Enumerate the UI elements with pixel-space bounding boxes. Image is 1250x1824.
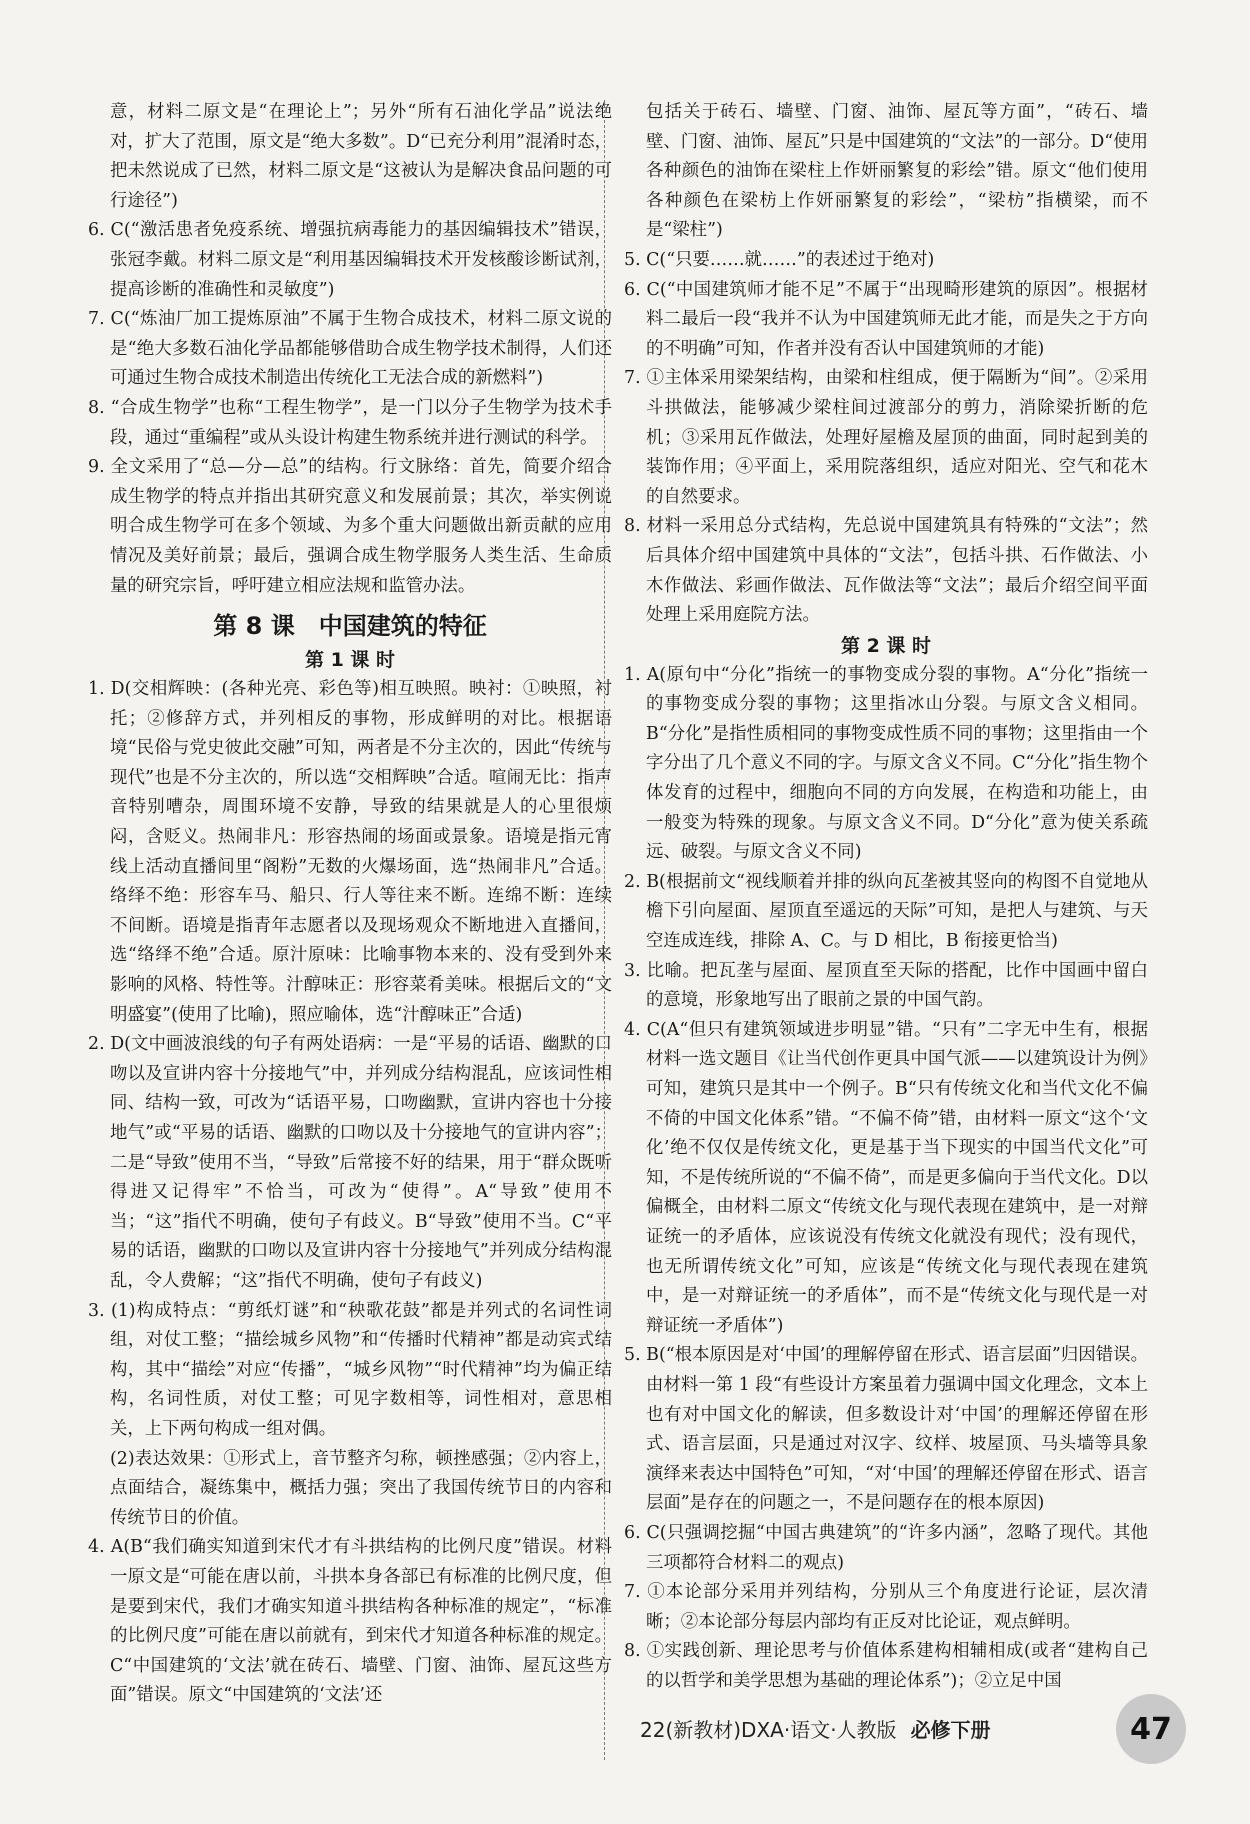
- column-divider: [604, 100, 605, 1760]
- answer-item: 6. C(“激活患者免疫系统、增强抗病毒能力的基因编辑技术”错误，张冠李戴。材料二原文是“利用基因编辑技术开发核酸诊断试剂，提高诊断的准确性和灵敏度”): [88, 220, 612, 300]
- answer-item: 8. ①实践创新、理论思考与价值体系建构相辅相成(或者“建构自己的以哲学和美学思想为基础的理论体系”)；②立足中国: [624, 1641, 1148, 1691]
- period-title: 第 2 课 时: [840, 634, 932, 657]
- answer-item: 5. C(“只要……就……”的表述过于绝对): [624, 249, 935, 270]
- answer-item: 1. A(原句中“分化”指统一的事物变成分裂的事物。A“分化”指统一的事物变成分裂的事物；这里指冰山分裂。与原文含义相同。B“分化”是指性质相同的事物变成性质不同的事物；这里指由一个字分出了几个意义不同的字。与原文含义不同。C“分化”指生物个体发育的过程中，细胞向不同的方向发展，在构造和功能上，由一般变为特殊的现象。与原文含义不同。D“分化”意为使关系疏远、破裂。与原文含义不同): [624, 664, 1148, 863]
- continued-answer: (2)表达效果：①形式上，音节整齐匀称，顿挫感强；②内容上，点面结合，凝练集中，概括力强；突出了我国传统节日的内容和传统节日的价值。: [110, 1448, 612, 1528]
- right-column: [624, 98, 1148, 1696]
- lesson-title: 第 8 课 中国建筑的特征: [213, 612, 487, 641]
- answer-item: 1. D(交相辉映：(各种光亮、彩色等)相互映照。映衬：①映照，衬托；②修辞方式，并列相反的事物，形成鲜明的对比。根据语境“民俗与党史彼此交融”可知，两者是不分主次的，因此“传统与现代”也是不分主次的，所以选“交相辉映”合适。喧闹无比：指声音特别嘈杂，周围环境不安静，导致的结果就是人的心里很烦闷，含贬义。热闹非凡：形容热闹的场面或景象。语境是指元宵线上活动直播间里“阁粉”无数的火爆场面，选“热闹非凡”合适。络绎不绝：形容车马、船只、行人等往来不断。连绵不断：连续不间断。语境是指青年志愿者以及现场观众不断地进入直播间，选“络绎不绝”合适。原汁原味：比喻事物本来的、没有受到外来影响的风格、特性等。汁醇味正：形容菜肴美味。根据后文的“文明盛宴”(使用了比喻)，照应喻体，选“汁醇味正”合适): [88, 679, 612, 1025]
- period-title: 第 1 课 时: [304, 649, 396, 672]
- answer-item: 8. 材料一采用总分式结构，先总说中国建筑具有特殊的“文法”；然后具体介绍中国建筑中具体的“文法”，包括斗拱、石作做法、小木作做法、彩画作做法、瓦作做法等“文法”；最后介绍空间平面处理上采用庭院方法。: [624, 516, 1148, 626]
- answer-item: 7. C(“炼油厂加工提炼原油”不属于生物合成技术，材料二原文说的是“绝大多数石油化学品都能够借助合成生物学技术制得，人们还可通过生物合成技术制造出传统化工无法合成的新燃料”): [88, 309, 612, 389]
- answer-item: 6. C(“中国建筑师才能不足”不属于“出现畸形建筑的原因”。根据材料二最后一段“我并不认为中国建筑师无此才能，而是失之于方向的不明确”可知，作者并没有否认中国建筑师的才能): [624, 279, 1148, 359]
- answer-item: 3. (1)构成特点：“剪纸灯谜”和“秧歌花鼓”都是并列式的名词性词组，对仗工整；“描绘城乡风物”和“传播时代精神”都是动宾式结构，其中“描绘”对应“传播”，“城乡风物”“时代精神”均为偏正结构，名词性质，对仗工整；可见字数相等，词性相对，意思相关，上下两句构成一组对偶。: [88, 1300, 612, 1439]
- answer-item: 6. C(只强调挖掘“中国古典建筑”的“许多内涵”，忽略了现代。其他三项都符合材料二的观点): [624, 1522, 1148, 1573]
- answer-item: 2. D(文中画波浪线的句子有两处语病：一是“平易的话语、幽默的口吻以及宣讲内容十分接地气”中，并列成分结构混乱，应该词性相同、结构一致，可改为“话语平易，口吻幽默，宣讲内容也十分接地气”或“平易的话语、幽默的口吻以及十分接地气的宣讲内容”；二是“导致”使用不当，“导致”后常接不好的结果，用于“群众既听得进又记得牢”不恰当，可改为“使得”。A“导致”使用不当；“这”指代不明确，使句子有歧义。B“导致”使用不当。C“平易的话语，幽默的口吻以及宣讲内容十分接地气”并列成分结构混乱，令人费解；“这”指代不明确，使句子有歧义): [88, 1034, 612, 1291]
- answer-item: 2. B(根据前文“视线顺着并排的纵向瓦垄被其竖向的构图不自觉地从檐下引向屋面、屋顶直至遥远的天际”可知，是把人与建筑、与天空连成连线，排除 A、C。与 D 相比，B 衔接更恰当): [624, 871, 1148, 952]
- answer-item: 5. B(“根本原因是对‘中国’的理解停留在形式、语言层面”归因错误。由材料一第 1 段“有些设计方案虽着力强调中国文化理念，文本上也有对中国文化的解读，但多数设计对‘中国’的理解还停留在形式、语言层面，只是通过对汉字、纹样、坡屋顶、马头墙等具象演绎来表达中国特色”可知，“对‘中国’的理解还停留在形式、语言层面”是存在的问题之一，不是问题存在的根本原因): [624, 1345, 1148, 1514]
- answer-item: 9. 全文采用了“总—分—总”的结构。行文脉络：首先，简要介绍合成生物学的特点并指出其研究意义和发展前景；其次，举实例说明合成生物学可在多个领域、为多个重大问题做出新贡献的应用情况及美好前景；最后，强调合成生物学服务人类生活、生命质量的研究宗旨，呼吁建立相应法规和监管办法。: [88, 457, 612, 596]
- answer-item: 4. C(A“但只有建筑领域进步明显”错。“只有”二字无中生有，根据材料一选文题目《让当代创作更具中国气派——以建筑设计为例》可知，建筑只是其中一个例子。B“只有传统文化和当代文化不偏不倚的中国文化体系”错。“不偏不倚”错，由材料一原文“这个‘文化’绝不仅仅是传统文化，更是基于当下现实的中国当代文化”可知，不是传统所说的“不偏不倚”，而是更多偏向于当代文化。D以偏概全，由材料二原文“传统文化与现代表现在建筑中，是一对辩证统一的矛盾体，应该说没有传统文化就没有现代；没有现代，也无所谓传统文化”可知，应该是“传统文化与现代表现在建筑中，是一对辩证统一的矛盾体”，而不是“传统文化与现代是一对辩证统一矛盾体”): [624, 1019, 1148, 1336]
- page-number-badge: [1116, 1694, 1186, 1764]
- continued-answer: 包括关于砖石、墙壁、门窗、油饰、屋瓦等方面”，“砖石、墙壁、门窗、油饰、屋瓦”只是中国建筑的“文法”的一部分。D“使用各种颜色的油饰在梁柱上作妍丽繁复的彩绘”错。原文“他们使用各种颜色在梁枋上作妍丽繁复的彩绘”，“梁枋”指横梁，而不是“梁柱”): [646, 102, 1148, 241]
- answer-item: 8. “合成生物学”也称“工程生物学”，是一门以分子生物学为技术手段，通过“重编程”或从头设计构建生物系统并进行测试的科学。: [88, 397, 612, 448]
- answer-item: 3. 比喻。把瓦垄与屋面、屋顶直至天际的搭配，比作中国画中留白的意境，形象地写出了眼前之景的中国气韵。: [624, 960, 1148, 1011]
- book-title: 22(新教材)DXA·语文·人教版: [640, 1718, 897, 1742]
- edition-label: 必修下册: [910, 1718, 991, 1742]
- page-footer: [640, 1714, 991, 1743]
- continued-answer: 意，材料二原文是“在理论上”；另外“所有石油化学品”说法绝对，扩大了范围，原文是“绝大多数”。D“已充分利用”混淆时态，把未然说成了已然，材料二原文是“这被认为是解决食品问题的可行途径”): [110, 102, 612, 211]
- answer-item: 7. ①本论部分采用并列结构，分别从三个角度进行论证，层次清晰；②本论部分每层内部均有正反对比论证，观点鲜明。: [624, 1582, 1148, 1632]
- page-number: 47: [1130, 1711, 1172, 1747]
- answer-item: 7. ①主体采用梁架结构，由梁和柱组成，便于隔断为“间”。②采用斗拱做法，能够减少梁柱间过渡部分的剪力，消除梁折断的危机；③采用瓦作做法，处理好屋檐及屋顶的曲面，同时起到美的装饰作用；④平面上，采用院落组织，适应对阳光、空气和花木的自然要求。: [624, 368, 1148, 507]
- answer-item: 4. A(B“我们确实知道到宋代才有斗拱结构的比例尺度”错误。材料一原文是“可能在唐以前，斗拱本身各部已有标准的比例尺度，但是要到宋代，我们才确实知道斗拱结构各种标准的规定”，“标准的比例尺度”可能在唐以前就有，到宋代才知道各种标准的规定。C“中国建筑的‘文法’就在砖石、墙壁、门窗、油饰、屋瓦这些方面”错误。原文“中国建筑的‘文法’还: [88, 1537, 612, 1706]
- left-column: [88, 98, 612, 1711]
